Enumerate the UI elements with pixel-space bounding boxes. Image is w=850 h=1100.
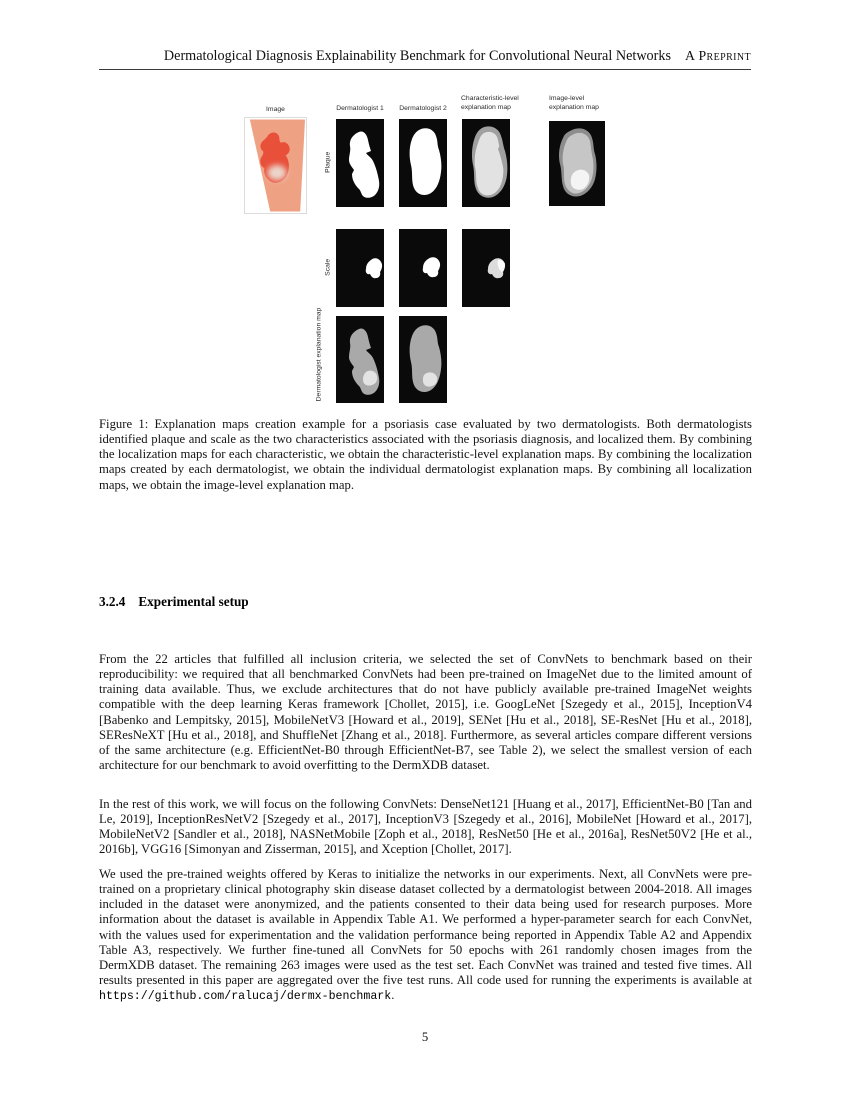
col-label-dermatologist-2: Dermatologist 2 bbox=[399, 105, 447, 112]
derm1-explanation-map-graphic bbox=[336, 316, 384, 403]
plaque-mask-derm2-graphic bbox=[399, 119, 447, 207]
figure1-caption: Figure 1: Explanation maps creation example for a psoriasis case evaluated by two dermatologists. Both dermatologists identified plaque and scale as the two characteristics associated with the psoriasis diagnosis, and localized them. By combining the localization maps for each characteristic, we obtain the characteristic-level explanation maps. By combining the localization maps created by each dermatologist, we obtain the individual dermatologist explanation maps. By combining all localization maps, we obtain the image-level explanation map. bbox=[99, 417, 752, 492]
paragraph-training-setup bbox=[99, 867, 752, 1004]
page-number: 5 bbox=[421, 1030, 429, 1044]
paragraph-training-setup-text: We used the pre-trained weights offered by Keras to initialize the networks in our experiments. Next, all ConvNets were pre-trained on a proprietary clinical photography skin disease dataset collected by a dermatologist between 2004-2018. All images included in the dataset were anonymized, and the patients consented to their data being used for research purposes. More information about the dataset is available in Appendix Table A1. We performed a hyper-parameter search for each ConvNet, with the values used for experimentation and the validation performance being reported in Appendix Table A2 and Appendix Table A3, respectively. We further fine-tuned all ConvNets for 50 epochs with 261 randomly chosen images from the DermXDB dataset. The remaining 263 images were used as the test set. Each ConvNet was trained and tested five times. All results presented in this paper are aggregated over the five test runs. All code used for running the experiments is available at bbox=[99, 867, 752, 988]
panel-plaque-characteristic-level bbox=[462, 119, 510, 207]
github-repository-link[interactable]: https://github.com/ralucaj/dermx-benchmark bbox=[99, 990, 392, 1004]
row-label-scale: Scale bbox=[324, 258, 332, 276]
skin-lesion-illustration bbox=[245, 118, 306, 213]
scale-mask-derm1-graphic bbox=[336, 229, 384, 307]
col-label-image-level: Image-level explanation map bbox=[549, 95, 599, 111]
plaque-mask-derm1-graphic bbox=[336, 119, 384, 207]
panel-scale-characteristic-level bbox=[462, 229, 510, 307]
scale-mask-derm2-graphic bbox=[399, 229, 447, 307]
plaque-characteristic-map-graphic bbox=[462, 119, 510, 207]
paragraph-training-setup-period: . bbox=[391, 988, 395, 1003]
panel-scale-dermatologist-1 bbox=[336, 229, 384, 307]
panel-plaque-dermatologist-1 bbox=[336, 119, 384, 207]
preprint-label: A Preprint bbox=[685, 48, 751, 63]
panel-image-level-explanation-map bbox=[549, 121, 605, 206]
panel-plaque-dermatologist-2 bbox=[399, 119, 447, 207]
col-label-characteristic-level: Characteristic-level explanation map bbox=[461, 95, 519, 111]
figure-image-label: Image bbox=[266, 106, 285, 113]
panel-derm2-explanation-map bbox=[399, 316, 447, 403]
image-level-map-graphic bbox=[549, 121, 605, 206]
derm2-explanation-map-graphic bbox=[399, 316, 447, 403]
panel-scale-dermatologist-2 bbox=[399, 229, 447, 307]
paragraph-convnet-list: In the rest of this work, we will focus on the following ConvNets: DenseNet121 [Huang et al., 2017], EfficientNet-B0 [Tan and Le, 2019], InceptionResNetV2 [Szegedy et al., 2017], InceptionV3 [Szegedy et al., 2016], MobileNet [Howard et al., 2017], MobileNetV2 [Sandler et al., 2018], NASNetMobile [Zoph et al., 2018], ResNet50 [He et al., 2016a], ResNet50V2 [He et al., 2016b], VGG16 [Simonyan and Zisserman, 2015], and Xception [Chollet, 2017]. bbox=[99, 797, 752, 857]
panel-derm1-explanation-map bbox=[336, 316, 384, 403]
figure1 bbox=[0, 0, 850, 420]
clinical-image-panel bbox=[244, 117, 307, 214]
running-title: Dermatological Diagnosis Explainability Benchmark for Convolutional Neural Networks bbox=[163, 48, 671, 64]
col-label-dermatologist-1: Dermatologist 1 bbox=[336, 105, 384, 112]
row-label-plaque: Plaque bbox=[324, 151, 332, 173]
section-number: 3.2.4 bbox=[99, 594, 126, 609]
row-label-dermatologist-explanation-map: Dermatologist explanation map bbox=[315, 307, 323, 402]
scale-characteristic-map-graphic bbox=[462, 229, 510, 307]
section-heading bbox=[99, 594, 249, 610]
paragraph-inclusion-criteria: From the 22 articles that fulfilled all inclusion criteria, we selected the set of ConvNets to benchmark based on their reproducibility: we required that all benchmarked ConvNets had been pre-trained on ImageNet due to the limited amount of training data available. Thus, we exclude architectures that do not have publicly available pre-trained ImageNet weights compatible with the deep learning Keras framework [Chollet, 2015], i.e. GoogLeNet [Szegedy et al., 2015], InceptionV4 [Babenko and Lempitsky, 2015], MobileNetV3 [Howard et al., 2019], SENet [Hu et al., 2018], SE-ResNet [Hu et al., 2018], SEResNeXT [Hu et al., 2018], and ShuffleNet [Zhang et al., 2018]. Furthermore, as several articles compare different versions of the same architecture (e.g. EfficientNet-B0 through EfficientNet-B7, see Table 2), we select the smallest version of each architecture for our benchmark to avoid overfitting to the DermXDB dataset. bbox=[99, 652, 752, 773]
section-title: Experimental setup bbox=[138, 594, 249, 609]
